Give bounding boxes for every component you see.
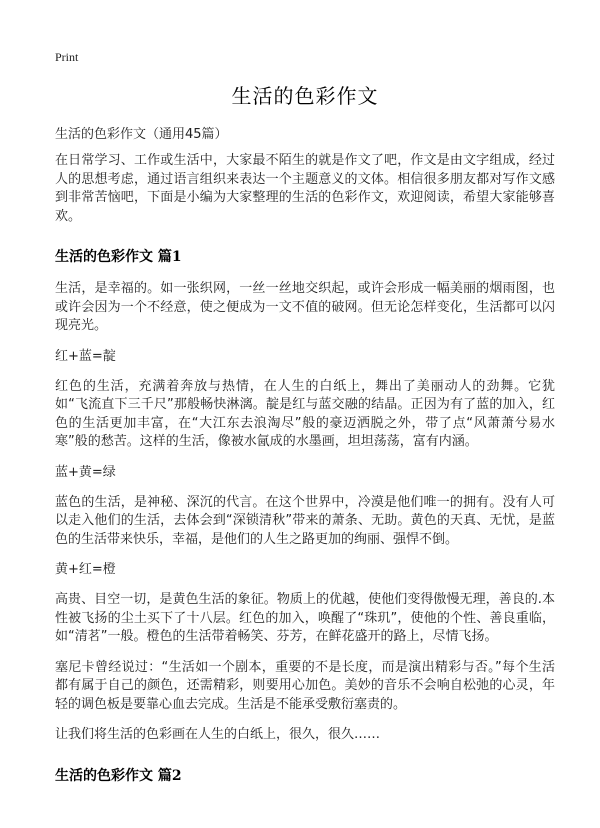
print-link[interactable]: Print [55,50,79,64]
intro-paragraph: 在日常学习、工作或生活中，大家最不陌生的就是作文了吧，作文是由文字组成，经过人的思想考虑，通过语言组织来表达一个主题意义的文体。相信很多朋友都对写作文感到非常苦恼吧，下面是小编为大家整理的生活的色彩作文，欢迎阅读，希望大家能够喜欢。 [55,153,555,224]
color-paragraph-blue-yellow: 蓝色的生活，是神秘、深沉的代言。在这个世界中，冷漠是他们唯一的拥有。没有人可以走入他们的生活，去体会到“深锁清秋”带来的萧条、无助。黄色的天真、无忧，是蓝色的生活带来快乐，幸福，是他们的人生之路更加的绚丽、强悍不倒。 [55,494,555,547]
section-heading-1: 生活的色彩作文 篇1 [55,249,182,265]
section-heading-2: 生活的色彩作文 篇2 [55,767,182,784]
closing-paragraph: 让我们将生活的色彩画在人生的白纸上，很久，很久…… [55,727,381,742]
quote-paragraph: 塞尼卡曾经说过：“生活如一个剧本，重要的不是长度，而是演出精彩与否。”每个生活都有属于自己的颜色，还需精彩，则要用心加色。美妙的音乐不会响自松弛的心灵，年轻的调色板是要靠心血去完成。生活是不能承受敷衍塞责的。 [55,659,555,712]
color-label-blue-yellow: 蓝+黄=绿 [55,464,116,480]
color-label-red-blue: 红+蓝=靛 [55,348,116,364]
opening-paragraph: 生活，是幸福的。如一张织网，一丝一丝地交织起，或许会形成一幅美丽的烟雨图，也或许会因为一个不经意，使之便成为一文不值的破网。但无论怎样变化，生活都可以闪现亮光。 [55,281,555,333]
page-title: 生活的色彩作文 [231,84,379,108]
color-label-yellow-red: 黄+红=橙 [55,562,116,577]
document-body [55,152,555,799]
color-paragraph-red-blue: 红色的生活，充满着奔放与热情，在人生的白纸上，舞出了美丽动人的劲舞。它犹如“飞流直下三千尺”那般畅快淋漓。靛是红与蓝交融的结晶。正因为有了蓝的加入，红色的生活更加丰富，在“大江东去浪淘尽”般的豪迈洒脱之外，带了点“风萧萧兮易水寒”般的愁苦。这样的生活，像被水氤成的水墨画，坦坦荡荡，富有内涵。 [55,378,555,449]
color-paragraph-yellow-red: 高贵、目空一切，是黄色生活的象征。物质上的优越，使他们变得傲慢无理，善良的.本性被飞扬的尘土买下了十八层。红色的加入，唤醒了“珠玑”，使他的个性、善良重临，如“清茗”一般。橙色的生活带着畅笑、芬芳，在鲜花盛开的路上，尽情飞扬。 [55,592,555,644]
document-subtitle: 生活的色彩作文（通用45篇） [55,127,228,142]
